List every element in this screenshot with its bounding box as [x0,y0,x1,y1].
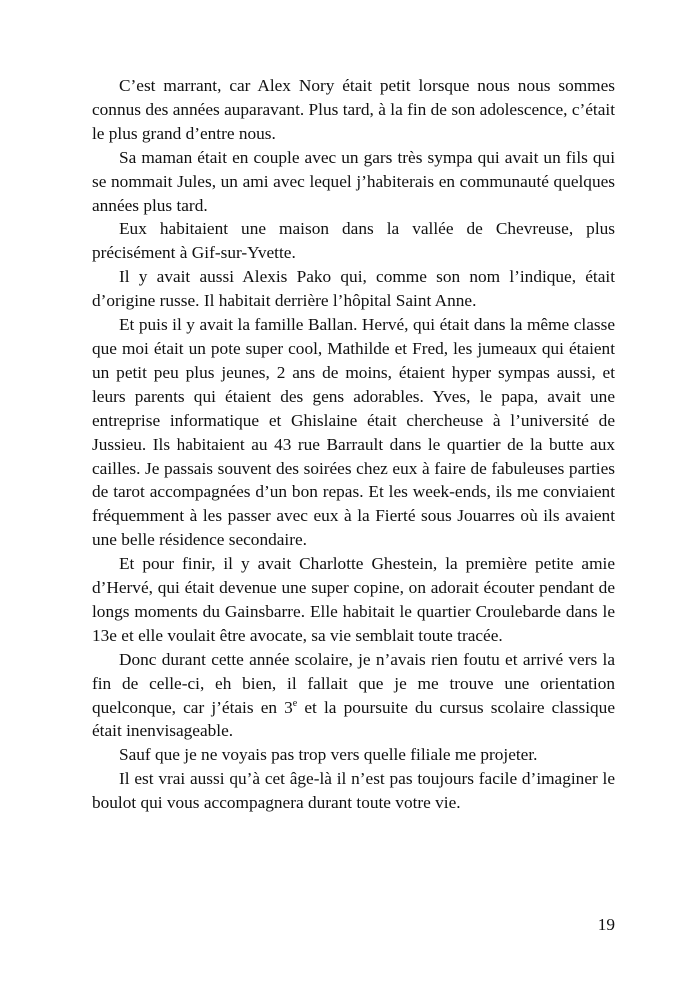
superscript-ordinal: e [292,697,298,709]
paragraph: Il est vrai aussi qu’à cet âge-là il n’est pas toujours facile d’imaginer le boulot qui vous accompagnera durant toute votre vie. [92,769,615,813]
paragraph: Sa maman était en couple avec un gars très sympa qui avait un fils qui se nommait Jules, un ami avec lequel j’habiterais en communauté quelques années plus tard. [92,147,615,215]
body-text [92,74,615,815]
paragraph: Eux habitaient une maison dans la vallée de Chevreuse, plus précisément à Gif-sur-Yvette. [92,219,615,263]
paragraph: Et pour finir, il y avait Charlotte Ghestein, la première petite amie d’Hervé, qui était devenue une super copine, on adorait écouter pendant de longs moments du Gainsbarre. Elle habitait le quartier Croulebarde dans le 13e et elle voulait être avocate, sa vie semblait toute tracée. [92,554,615,645]
paragraph [92,648,615,744]
paragraph-text: et la poursuite du cursus scolaire classique était inenvisageable. [92,697,615,741]
page-number: 19 [597,915,615,934]
paragraph-text: Donc durant cette année scolaire, je n’avais rien foutu et arrivé vers la fin de celle-ci, eh bien, il fallait que je me trouve une orientation quelconque, car j’étais en 3 [92,649,615,717]
paragraph: C’est marrant, car Alex Nory était petit lorsque nous nous sommes connus des années auparavant. Plus tard, à la fin de son adolescence, c’était le plus grand d’entre nous. [92,76,615,143]
paragraph: Et puis il y avait la famille Ballan. Hervé, qui était dans la même classe que moi était un pote super cool, Mathilde et Fred, les jumeaux qui étaient un petit peu plus jeunes, 2 ans de moins, étaient hyper sympas aussi, et leurs parents qui étaient des gens adorables. Yves, le papa, avait une entreprise informatique et Ghislaine était chercheuse à l’université de Jussieu. Ils habitaient au 43 rue Barrault dans le quartier de la butte aux cailles. Je passais souvent des soirées chez eux à faire de fabuleuses parties de tarot accompagnées d’un bon repas. Et les week-ends, ils me conviaient fréquemment à les passer avec eux à la Fierté sous Jouarres où ils avaient une belle résidence secondaire. [92,315,615,550]
paragraph: Il y avait aussi Alexis Pako qui, comme son nom l’indique, était d’origine russe. Il habitait derrière l’hôpital Saint Anne. [92,267,615,311]
paragraph: Sauf que je ne voyais pas trop vers quelle filiale me projeter. [119,745,538,765]
